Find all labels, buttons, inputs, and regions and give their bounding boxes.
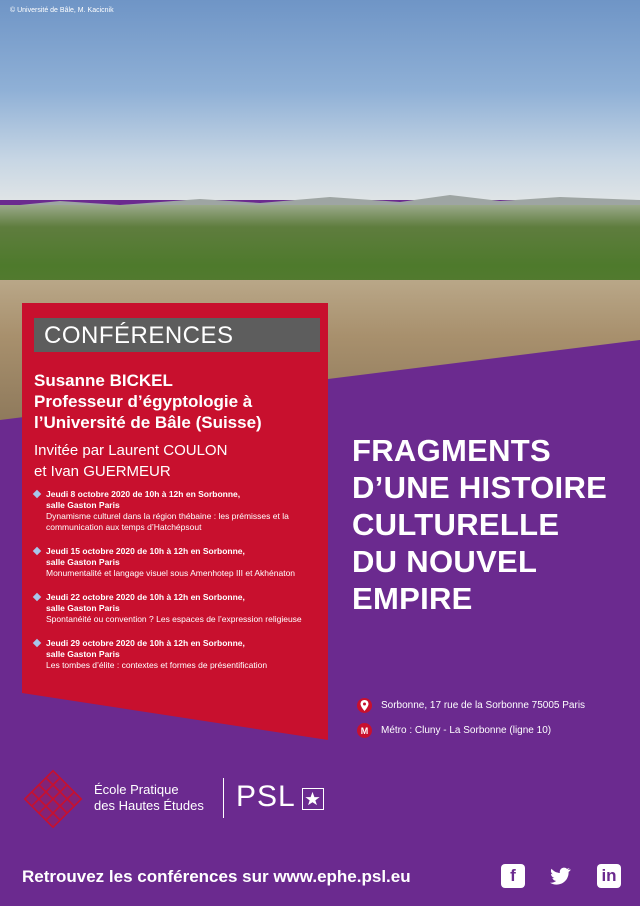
session-item <box>34 489 324 533</box>
title-line: CULTURELLE <box>352 507 560 542</box>
session-room: salle Gaston Paris <box>46 500 120 510</box>
session-date: Jeudi 15 octobre 2020 de 10h à 12h en Sorbonne, <box>46 546 245 556</box>
bullet-icon <box>33 593 41 601</box>
address-text: Sorbonne, 17 rue de la Sorbonne 75005 Paris <box>381 700 586 711</box>
linkedin-icon[interactable] <box>597 864 621 888</box>
linkedin-glyph: in <box>601 866 617 885</box>
speaker-name: Susanne BICKEL <box>34 371 173 390</box>
psl-logo: PSL <box>236 780 296 813</box>
title-line: FRAGMENTS <box>352 433 552 468</box>
address-line <box>357 698 585 713</box>
metro-icon: M <box>357 723 372 738</box>
session-topic-cont: communication aux temps d’Hatchépsout <box>46 522 202 532</box>
title-line: DU NOUVEL <box>352 544 538 579</box>
title-line: D’UNE HISTOIRE <box>352 470 608 505</box>
session-topic: Dynamisme culturel dans la région thébaine : les prémisses et la <box>46 511 289 521</box>
star-icon <box>302 788 324 810</box>
metro-text: Métro : Cluny - La Sorbonne (ligne 10) <box>381 725 552 736</box>
session-room: salle Gaston Paris <box>46 603 120 613</box>
invited-line-1: Invitée par Laurent COULON <box>34 442 228 459</box>
session-date: Jeudi 29 octobre 2020 de 10h à 12h en Sorbonne, <box>46 638 245 648</box>
speaker-affiliation: l’Université de Bâle (Suisse) <box>34 413 262 432</box>
speaker-block <box>34 370 324 433</box>
invited-line-2: et Ivan GUERMEUR <box>34 463 171 480</box>
twitter-icon[interactable] <box>548 864 572 888</box>
ephe-name-line-1: École Pratique <box>94 782 179 797</box>
location-pin-icon <box>357 698 372 713</box>
bullet-icon <box>33 490 41 498</box>
session-topic: Spontanéité ou convention ? Les espaces de l’expression religieuse <box>46 614 302 624</box>
session-date: Jeudi 8 octobre 2020 de 10h à 12h en Sorbonne, <box>46 489 241 499</box>
session-room: salle Gaston Paris <box>46 649 120 659</box>
session-item <box>34 638 324 671</box>
facebook-glyph: f <box>510 866 516 885</box>
session-item <box>34 546 324 579</box>
session-topic: Monumentalité et langage visuel sous Amenhotep III et Akhénaton <box>46 568 296 578</box>
series-title <box>352 432 632 617</box>
session-topic: Les tombes d’élite : contextes et formes de présentification <box>46 660 268 670</box>
photo-credit: © Université de Bâle, M. Kacicnik <box>10 7 114 14</box>
speaker-role: Professeur d’égyptologie à <box>34 392 253 411</box>
ephe-name <box>94 782 204 814</box>
bullet-icon <box>33 639 41 647</box>
session-room: salle Gaston Paris <box>46 557 120 567</box>
title-line: EMPIRE <box>352 581 473 616</box>
logo-divider <box>223 778 224 818</box>
bullet-icon <box>33 547 41 555</box>
ephe-logo-icon <box>22 768 84 830</box>
invited-by <box>34 440 324 482</box>
metro-line <box>357 723 551 738</box>
ephe-name-line-2: des Hautes Études <box>94 798 204 813</box>
session-date: Jeudi 22 octobre 2020 de 10h à 12h en Sorbonne, <box>46 592 245 602</box>
facebook-icon[interactable] <box>501 864 525 888</box>
section-label: CONFÉRENCES <box>44 322 234 349</box>
session-list <box>34 489 324 684</box>
website-cta[interactable]: Retrouvez les conférences sur www.ephe.psl.eu <box>22 867 411 886</box>
session-item <box>34 592 324 625</box>
